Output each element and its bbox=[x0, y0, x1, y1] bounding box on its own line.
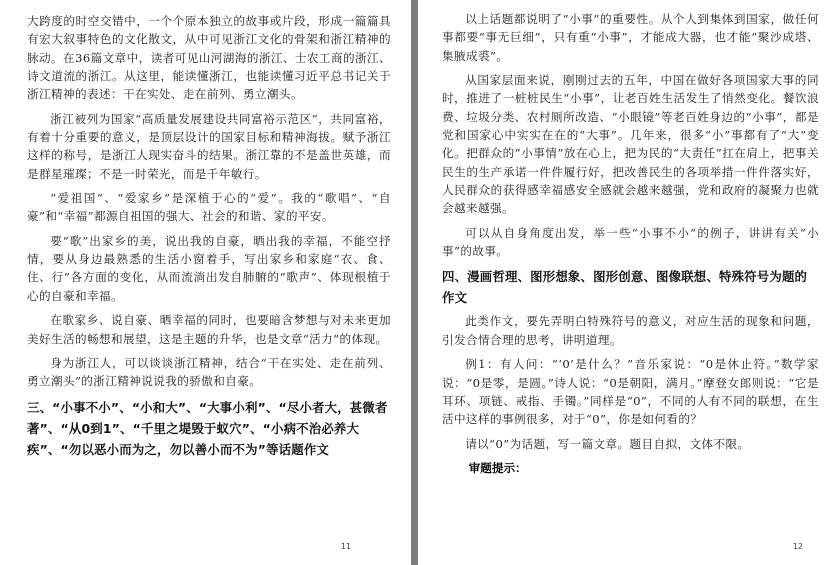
paragraph: 例1：有人问：“‘0’是什么？”音乐家说：“0是休止符。”数学家说：“0是零，是圆。”诗人说：“0是朝阳，满月。”摩登女郎则说：“它是耳环、项链、戒指、手镯。”同样是“0”，不同的人有不同的联想，在生活中这样的事例很多，对于“0”，你是如何看的？ bbox=[442, 357, 819, 427]
paragraph: 从国家层面来说，刚刚过去的五年，中国在做好各项国家大事的同时，推进了一桩桩民生“小事”，让老百姓生活发生了悄然变化。餐饮浪费、垃圾分类、农村厕所改造、“小眼镜”等老百姓身边的“小事”，都是党和国家心中实实在在的“大事”。几年来，很多“小”事都有了“大”变化。把群众的“小事情”放在心上，把为民的“大责任”扛在肩上，把事关民生的生产承诺一件件履行好，把改善民生的各项举措一件件落实好，人民群众的获得感幸福感安全感就会越来越强，党和政府的凝聚力也就会越来越强。 bbox=[442, 73, 819, 216]
left-page-body bbox=[27, 12, 391, 391]
paragraph: 大跨度的时空交错中，一个个原本独立的故事或片段，形成一篇篇具有宏大叙事特色的文化散文，从中可见浙江文化的骨架和浙江精神的脉动。在36篇文章中，读者可见山河湖海的浙江、士农工商的浙江、诗文道流的浙江。从这里，能读懂浙江，也能读懂习近平总书记关于浙江精神的表述：干在实处、走在前列、勇立潮头。 bbox=[27, 14, 391, 102]
paragraph: 身为浙江人，可以谈谈浙江精神，结合“干在实处、走在前列、勇立潮头”的浙江精神说说我的骄傲和自豪。 bbox=[27, 355, 391, 389]
paragraph: 可以从自身角度出发，举一些“小事不小”的例子，讲讲有关“小事”的故事。 bbox=[442, 225, 819, 258]
page-number: 12 bbox=[792, 542, 803, 551]
section-heading: 四、漫画哲理、图形想象、图形创意、图像联想、特殊符号为题的作文 bbox=[442, 269, 808, 306]
paragraph: 浙江被列为国家“高质量发展建设共同富裕示范区”，共同富裕，有着十分重要的意义，是顶层设计的国家目标和精神海拔。赋予浙江这样的称号，是浙江人现实奋斗的结果。浙江靠的不是盖世英雄，而是群星璀璨；不是一时荣光，而是千年敏行。 bbox=[27, 111, 391, 181]
paragraph: 以上话题都说明了“小事”的重要性。从个人到集体到国家，做任何事都要“事无巨细”，只有重“小事”，才能成大器，也才能“聚沙成塔、集腋成裘”。 bbox=[442, 12, 819, 63]
paragraph: 要“歌”出家乡的美，说出我的自豪，晒出我的幸福，不能空抒情，要从身边最熟悉的生活小窗着手，写出家乡和家庭“衣、食、住、行”各方面的变化，从而流淌出发自肺腑的“歌声”、体现根植于心的自豪和幸福。 bbox=[27, 233, 391, 303]
paragraph: 在歌家乡、说自豪、晒幸福的同时，也要暗含梦想与对未来更加美好生活的畅想和展望，这是主题的升华，也是文章“活力”的体现。 bbox=[27, 313, 391, 346]
section-heading: 三、“小事不小”、“小和大”、“大事小利”、“尽小者大，甚微者著”、“从0到1”、“千里之堤毁于蚁穴”、“小病不治必养大疾”、“勿以恶小而为之，勿以善小而不为”等话题作文 bbox=[27, 399, 388, 457]
paragraph: “爱祖国”、“爱家乡”是深植于心的“爱”。我的“歌唱”、“自豪”和“幸福”都源自祖国的强大、社会的和谐、家的平安。 bbox=[27, 191, 391, 224]
right-page-body-continued bbox=[442, 312, 819, 452]
paragraph: 请以“0”为话题，写一篇文章。题目自拟，文体不限。 bbox=[465, 436, 750, 451]
right-page bbox=[418, 0, 839, 565]
left-page bbox=[0, 0, 411, 565]
page-number: 11 bbox=[340, 542, 351, 551]
paragraph: 此类作文，要先弄明白特殊符号的意义，对应生活的现象和问题，引发合情合理的思考，讲明道理。 bbox=[442, 314, 819, 347]
right-page-body bbox=[442, 10, 819, 260]
subheading: 审题提示： bbox=[468, 461, 527, 476]
